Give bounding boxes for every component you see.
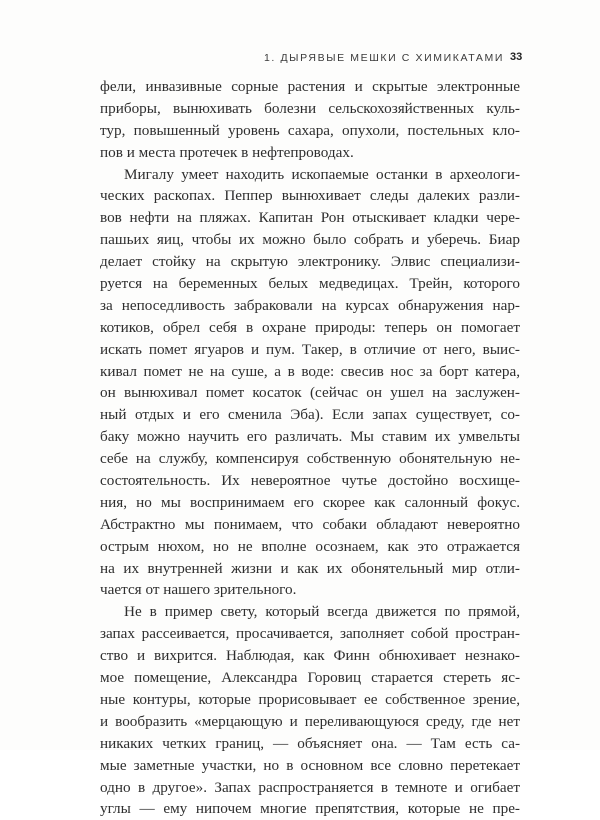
text-line: вов нефти на пляжах. Капитан Рон отыскивает кладки чере- — [100, 209, 520, 227]
paragraph-3 — [100, 601, 520, 820]
text-line: острым нюхом, но не вполне осознаем, как это отражается — [100, 537, 520, 555]
text-line: одно в другое». Запах распространяется в темноте и огибает — [100, 778, 520, 796]
text-line: за непоседливость забраковали на курсах обнаружения нар- — [100, 296, 520, 314]
text-line: мые заметные участки, но в основном все словно перетекает — [100, 756, 520, 774]
text-line: фели, инвазивные сорные растения и скрытые электронные — [100, 78, 520, 95]
text-line: ные контуры, которые прорисовывает ее собственное зрение, — [100, 690, 520, 708]
text-line: никаких четких границ, — объясняет она. — Там есть са- — [100, 734, 520, 752]
text-line: углы — ему нипочем многие препятствия, которые не пре- — [100, 800, 520, 818]
paragraph-2 — [100, 164, 520, 602]
text-line: ство и вихрится. Наблюдая, как Финн обнюхивает незнако- — [100, 647, 520, 665]
text-line: ный отдых и его сменила Эба). Если запах существует, со- — [100, 406, 520, 424]
paragraph-1 — [100, 76, 520, 164]
page-number: 33 — [510, 51, 523, 63]
text-line: мое помещение, Александра Горовиц старается стереть яс- — [100, 669, 520, 687]
text-line: чается от нашего зрительного. — [100, 581, 297, 599]
body-text — [100, 76, 520, 820]
text-line: котиков, обрел себя в охране природы: теперь он помогает — [100, 318, 520, 336]
text-line: искать помет ягуаров и пум. Такер, в отличие от него, выис- — [100, 340, 520, 358]
text-line: и вообразить «мерцающую и переливающуюся среду, где нет — [100, 712, 520, 730]
text-line: Мигалу умеет находить ископаемые останки в археологи- — [124, 165, 520, 183]
text-line: руется на беременных белых медведицах. Трейн, которого — [100, 275, 520, 293]
text-line: запах рассеивается, просачивается, заполняет собой простран- — [100, 625, 520, 643]
text-line: кивал помет не на суше, а в воде: свесив нос за борт катера, — [100, 362, 520, 380]
text-line: делает стойку на скрытую электронику. Элвис специализи- — [100, 253, 520, 271]
text-line: состоятельность. Их невероятное чутье достойно восхище- — [100, 472, 520, 490]
text-line: он вынюхивал помет косаток (сейчас он ушел на заслужен- — [100, 384, 520, 402]
text-line: тур, повышенный уровень сахара, опухоли, постельных кло- — [100, 121, 520, 139]
text-line: приборы, вынюхивать болезни сельскохозяйственных куль- — [100, 99, 520, 117]
text-line: пашьих яиц, чтобы их можно было собрать и уберечь. Биар — [100, 231, 520, 249]
text-line: Абстрактно мы понимаем, что собаки обладают невероятно — [100, 515, 520, 533]
text-line: себе на службу, компенсируя собственную обонятельную не- — [100, 450, 520, 468]
text-line: ческих раскопах. Пеппер вынюхивает следы далеких разли- — [100, 187, 520, 205]
text-line: ния, но мы воспринимаем его скорее как салонный фокус. — [100, 493, 520, 511]
running-head-title: 1. ДЫРЯВЫЕ МЕШКИ С ХИМИКАТАМИ — [263, 52, 504, 64]
text-line: пов и места протечек в нефтепроводах. — [100, 143, 354, 161]
text-line: баку можно научить его различать. Мы ставим их умвельты — [100, 428, 520, 446]
text-line: на их внутренней жизни и как их обонятельный мир отли- — [100, 559, 520, 577]
text-line: Не в пример свету, который всегда движется по прямой, — [124, 603, 520, 621]
